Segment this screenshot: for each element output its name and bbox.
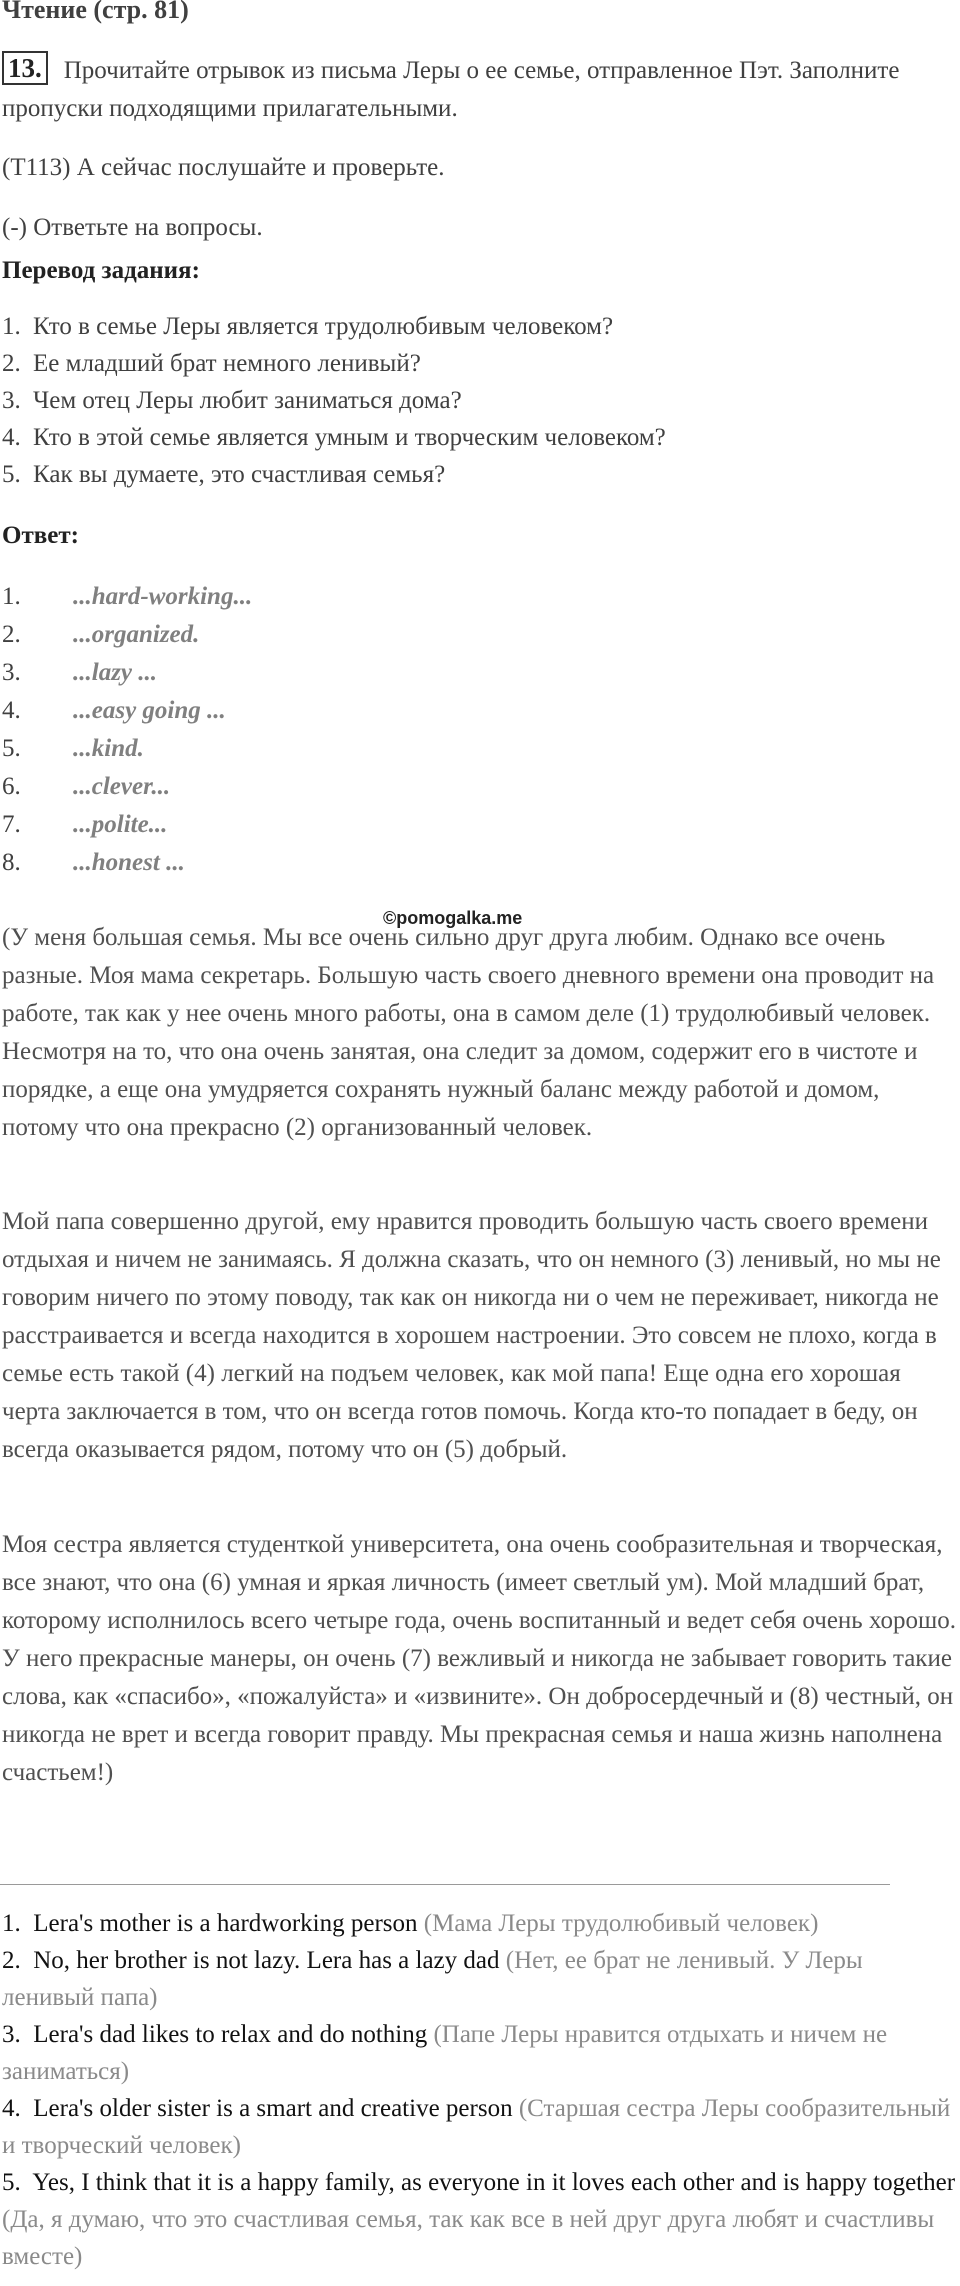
list-item (2, 2090, 957, 2164)
final-answer-english: No, her brother is not lazy. Lera has a lazy dad (33, 1947, 500, 1974)
letter-paragraph-2: Мой папа совершенно другой, ему нравится проводить большую часть своего времени отдыхая и ничем не занимаясь. Я должна сказать, что он немного (3) ленивый, но мы не говорим ничего по этому поводу, так как он никогда ни о чем не переживает, никогда не расстраивается и всегда находится в хорошем настроении. Это совсем не плохо, когда в семье есть такой (4) легкий на подъем человек, как мой папа! Еще одна его хорошая черта заключается в том, что он всегда готов помочь. Когда кто-то попадает в беду, он всегда оказывается рядом, потому что он (5) добрый. (2, 1208, 941, 1463)
list-item (2, 730, 252, 768)
list-item (2, 616, 252, 654)
list-item (2, 1905, 957, 1942)
answer-label: Ответ: (2, 522, 79, 549)
list-item (2, 692, 252, 730)
final-answer-number: 5. (2, 2169, 21, 2196)
answer-text: ...organized. (73, 621, 200, 648)
question-number: 2. (2, 350, 21, 377)
answer-number: 6. (2, 773, 21, 800)
task-instruction-block (2, 51, 952, 128)
answer-questions-instruction: (-) Ответьте на вопросы. (2, 214, 263, 241)
final-answer-english: Lera's mother is a hardworking person (33, 1910, 418, 1937)
answer-text: ...kind. (73, 735, 144, 762)
final-answer-english: Lera's dad likes to relax and do nothing (33, 2021, 428, 2048)
question-number: 5. (2, 461, 21, 488)
final-answer-russian: (Нет, ее брат не ленивый. У Леры ленивый папа) (2, 1947, 863, 2011)
answer-number: 7. (2, 811, 21, 838)
answers-list (2, 578, 252, 882)
list-item (2, 382, 666, 419)
letter-paragraph-1: (У меня большая семья. Мы все очень сильно друг друга любим. Однако все очень разные. Моя мама секретарь. Большую часть своего дневного времени она проводит на работе, так как у нее очень много работы, она в самом деле (1) трудолюбивый человек. Несмотря на то, что она очень занятая, она следит за домом, содержит его в чистоте и порядке, а еще она умудряется сохранять нужный баланс между работой и домом, потому что она прекрасно (2) организованный человек. (2, 924, 935, 1141)
question-text: Ее младший брат немного ленивый? (33, 350, 421, 377)
question-number: 4. (2, 424, 21, 451)
final-answer-number: 3. (2, 2021, 21, 2048)
answer-number: 8. (2, 849, 21, 876)
list-item (2, 806, 252, 844)
listen-instruction: (T113) А сейчас послушайте и проверьте. (2, 154, 445, 181)
questions-list (2, 308, 666, 493)
list-item (2, 308, 666, 345)
answer-number: 4. (2, 697, 21, 724)
watermark: ©pomogalka.me (383, 908, 523, 928)
list-item (2, 654, 252, 692)
final-answers-list (2, 1905, 957, 2275)
answer-number: 5. (2, 735, 21, 762)
section-divider (0, 1884, 890, 1885)
answer-text: ...hard-working... (73, 583, 253, 610)
final-answer-number: 2. (2, 1947, 21, 1974)
final-answer-english: Lera's older sister is a smart and creative person (33, 2095, 513, 2122)
list-item (2, 768, 252, 806)
question-number: 3. (2, 387, 21, 414)
list-item (2, 1942, 957, 2016)
translation-label: Перевод задания: (2, 257, 200, 284)
list-item (2, 2016, 957, 2090)
final-answer-russian: (Да, я думаю, что это счастливая семья, так как все в ней друг друга любят и счастливы вместе) (2, 2206, 935, 2270)
question-text: Как вы думаете, это счастливая семья? (33, 461, 446, 488)
answer-text: ...honest ... (73, 849, 185, 876)
answer-text: ...polite... (73, 811, 168, 838)
answer-text: ...lazy ... (73, 659, 158, 686)
final-answer-russian: (Мама Леры трудолюбивый человек) (423, 1910, 819, 1937)
letter-paragraph-3: Моя сестра является студенткой университета, она очень сообразительная и творческая, все знают, что она (6) умная и яркая личность (имеет светлый ум). Мой младший брат, которому исполнилось всего четыре года, очень воспитанный и ведет себя очень хорошо. У него прекрасные манеры, он очень (7) вежливый и никогда не забывает говорить такие слова, как «спасибо», «пожалуйста» и «извините». Он добросердечный и (8) честный, он никогда не врет и всегда говорит правду. Мы прекрасная семья и наша жизнь наполнена счастьем!) (2, 1531, 957, 1786)
list-item (2, 2164, 957, 2275)
list-item (2, 456, 666, 493)
answer-number: 2. (2, 621, 21, 648)
final-answer-russian: (Папе Леры нравится отдыхать и ничем не заниматься) (2, 2021, 888, 2085)
list-item (2, 345, 666, 382)
question-text: Чем отец Леры любит заниматься дома? (33, 387, 462, 414)
task-number-box: 13. (2, 51, 48, 85)
list-item (2, 578, 252, 616)
answer-number: 3. (2, 659, 21, 686)
final-answer-number: 1. (2, 1910, 21, 1937)
list-item (2, 419, 666, 456)
question-text: Кто в семье Леры является трудолюбивым человеком? (33, 313, 614, 340)
final-answer-number: 4. (2, 2095, 21, 2122)
task-instruction: Прочитайте отрывок из письма Леры о ее семье, отправленное Пэт. Заполните пропуски подходящими прилагательными. (2, 57, 900, 122)
answer-number: 1. (2, 583, 21, 610)
question-number: 1. (2, 313, 21, 340)
list-item (2, 844, 252, 882)
question-text: Кто в этой семье является умным и творческим человеком? (33, 424, 666, 451)
answer-text: ...easy going ... (73, 697, 226, 724)
final-answer-russian: (Старшая сестра Леры сообразительный и творческий человек) (2, 2095, 951, 2159)
final-answer-english: Yes, I think that it is a happy family, as everyone in it loves each other and is happy together (32, 2169, 956, 2196)
section-title: Чтение (стр. 81) (2, 0, 189, 24)
answer-text: ...clever... (73, 773, 171, 800)
